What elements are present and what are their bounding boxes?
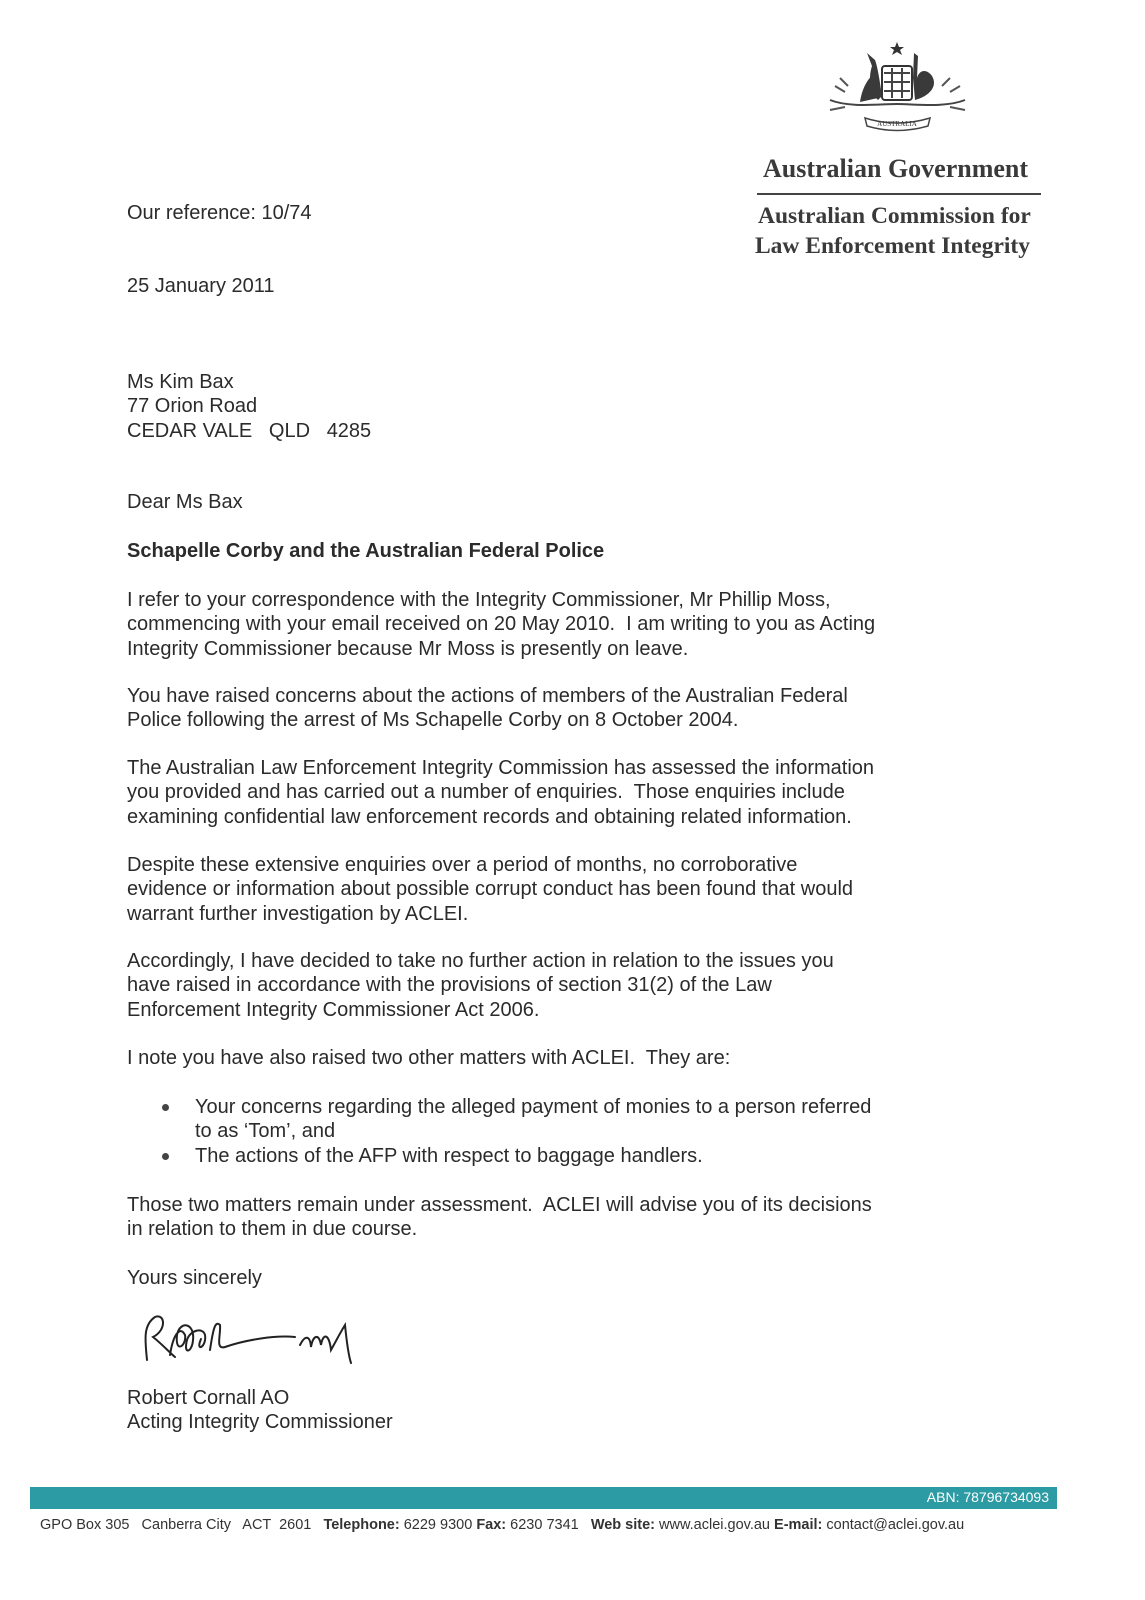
text-line: you provided and has carried out a number of enquiries. Those enquiries include xyxy=(127,781,845,804)
text-line: You have raised concerns about the actions of members of the Australian Federal xyxy=(127,685,848,707)
sign-off: Yours sincerely xyxy=(127,1267,262,1289)
crest-label: AUSTRALIA xyxy=(877,120,917,128)
signatory-name: Robert Cornall AO xyxy=(127,1387,290,1409)
signatory-title: Acting Integrity Commissioner xyxy=(127,1411,393,1434)
bullet-item xyxy=(162,1095,871,1144)
website-link[interactable]: www.aclei.gov.au xyxy=(655,1517,775,1533)
recipient-address xyxy=(127,370,371,443)
signatory-block xyxy=(127,1386,393,1435)
text-line: in relation to them in due course. xyxy=(127,1218,418,1241)
agency-name-line1: Australian Commission for xyxy=(758,203,1031,229)
text-line: Integrity Commissioner because Mr Moss is presently on leave. xyxy=(127,637,689,660)
text-line: The actions of the AFP with respect to baggage handlers. xyxy=(195,1145,703,1168)
address-line: 77 Orion Road xyxy=(127,395,258,418)
bullet-icon xyxy=(162,1104,169,1111)
footer-address: GPO Box 305 Canberra City ACT 2601 xyxy=(40,1517,324,1533)
footer-contact xyxy=(40,1516,964,1534)
email-link[interactable]: contact@aclei.gov.au xyxy=(822,1517,965,1533)
our-reference: Our reference: 10/74 xyxy=(127,202,312,224)
letter-date: 25 January 2011 xyxy=(127,275,275,297)
subject-heading: Schapelle Corby and the Australian Federal Police xyxy=(127,540,605,562)
bullet-list xyxy=(162,1095,871,1169)
text-line: Accordingly, I have decided to take no further action in relation to the issues you xyxy=(127,950,834,972)
text-line: Despite these extensive enquiries over a period of months, no corroborative xyxy=(127,854,798,876)
fax-label: Fax: xyxy=(476,1517,507,1533)
closing-paragraph xyxy=(127,1193,872,1242)
text-line: have raised in accordance with the provisions of section 31(2) of the Law xyxy=(127,974,772,997)
telephone-label: Telephone: xyxy=(323,1517,400,1533)
government-title: Australian Government xyxy=(763,154,1029,183)
paragraph-2 xyxy=(127,684,848,733)
signature xyxy=(135,1305,395,1375)
text-line: Your concerns regarding the alleged payment of monies to a person referred xyxy=(195,1096,872,1118)
text-line: evidence or information about possible corrupt conduct has been found that would xyxy=(127,878,854,901)
paragraph-3 xyxy=(127,756,874,829)
paragraph-5 xyxy=(127,949,834,1022)
paragraph-1 xyxy=(127,588,875,661)
text-line: Enforcement Integrity Commissioner Act 2006. xyxy=(127,998,540,1021)
text-line: The Australian Law Enforcement Integrity Commission has assessed the information xyxy=(127,757,875,779)
agency-name xyxy=(755,201,1031,261)
paragraph-4 xyxy=(127,853,853,926)
text-line: examining confidential law enforcement records and obtaining related information. xyxy=(127,805,852,828)
text-line: commencing with your email received on 20 May 2010. I am writing to you as Acting xyxy=(127,613,876,636)
address-line: CEDAR VALE QLD 4285 xyxy=(127,419,372,442)
fax-number: 6230 7341 xyxy=(506,1517,591,1533)
text-line: Those two matters remain under assessment. ACLEI will advise you of its decisions xyxy=(127,1194,872,1216)
salutation: Dear Ms Bax xyxy=(127,491,243,513)
bullet-icon xyxy=(162,1153,169,1160)
text-line: I note you have also raised two other matters with ACLEI. They are: xyxy=(127,1047,731,1069)
text-line: warrant further investigation by ACLEI. xyxy=(127,902,469,925)
email-label: E-mail: xyxy=(774,1517,823,1533)
text-line: I refer to your correspondence with the Integrity Commissioner, Mr Phillip Moss, xyxy=(127,589,831,611)
address-line: Ms Kim Bax xyxy=(127,371,234,393)
abn-number: ABN: 78796734093 xyxy=(926,1489,1049,1505)
telephone-number: 6229 9300 xyxy=(399,1517,477,1533)
bullet-item xyxy=(162,1144,871,1168)
text-line: to as ‘Tom’, and xyxy=(195,1120,336,1143)
text-line: Police following the arrest of Ms Schapelle Corby on 8 October 2004. xyxy=(127,709,739,732)
coat-of-arms-logo xyxy=(820,38,975,138)
header-divider xyxy=(757,193,1041,195)
paragraph-6 xyxy=(127,1046,730,1070)
footer-bar xyxy=(30,1487,1057,1509)
agency-name-line2: Law Enforcement Integrity xyxy=(755,233,1030,259)
website-label: Web site: xyxy=(590,1517,656,1533)
